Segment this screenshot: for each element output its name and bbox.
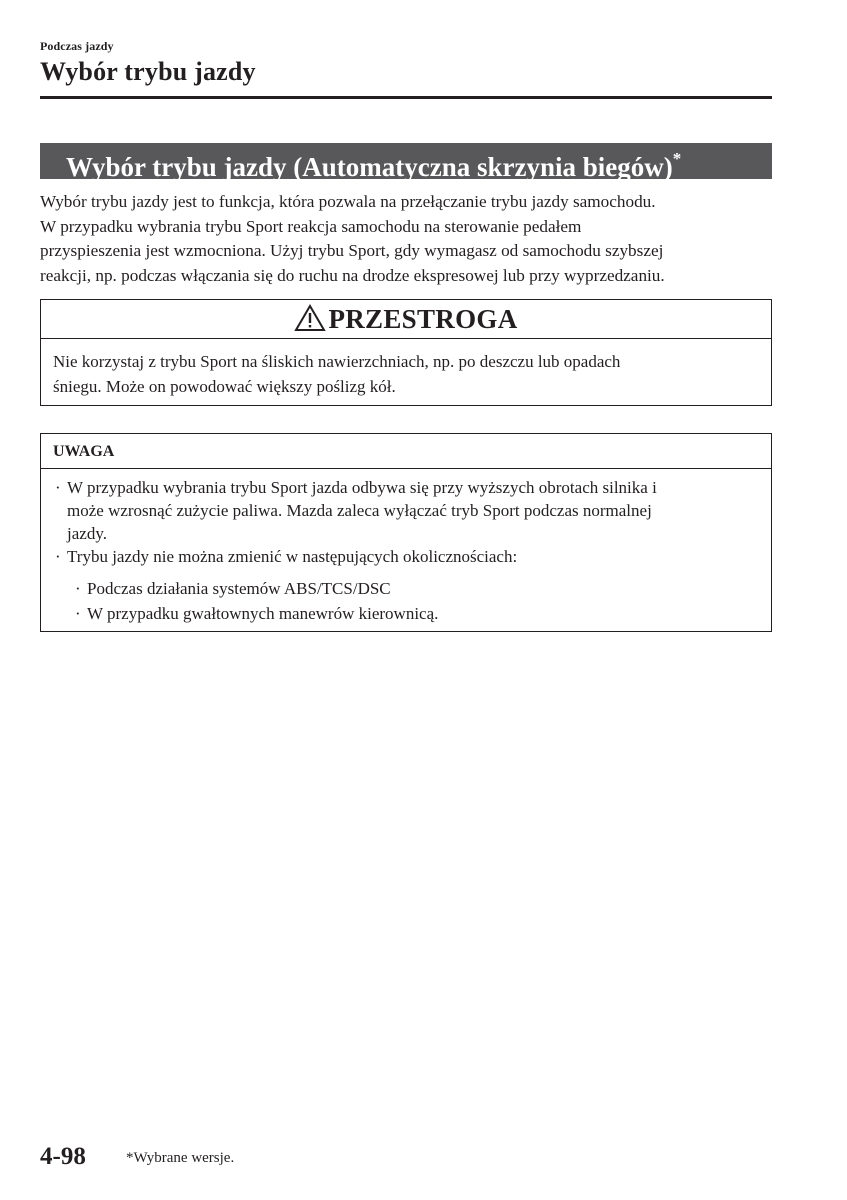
note-item-line: W przypadku wybrania trybu Sport jazda odbywa się przy wyższych obrotach silnika i (67, 478, 657, 497)
title-footnote-marker: * (672, 149, 682, 168)
sub-bullet-icon: · (75, 604, 81, 623)
page-number: 4-98 (40, 1143, 86, 1170)
note-heading: UWAGA (41, 434, 771, 469)
note-box (40, 433, 772, 632)
note-subitem: W przypadku gwałtownych manewrów kierownicą. (87, 604, 439, 623)
note-item: Trybu jazdy nie można zmienić w następujących okolicznościach: (67, 547, 518, 566)
note-item-line: może wzrosnąć zużycie paliwa. Mazda zaleca wyłączać tryb Sport podczas normalnej (67, 501, 652, 520)
header-divider (40, 96, 772, 99)
caution-line: Nie korzystaj z trybu Sport na śliskich nawierzchniach, np. po deszczu lub opadach (53, 352, 621, 371)
bullet-icon: · (55, 547, 61, 566)
sub-bullet-icon: · (75, 579, 81, 598)
note-subitem: Podczas działania systemów ABS/TCS/DSC (87, 579, 391, 598)
caution-box (40, 299, 772, 406)
intro-paragraph (40, 190, 780, 288)
chapter-title: Wybór trybu jazdy (40, 57, 256, 86)
section-title-bar (40, 143, 772, 182)
caution-text (41, 339, 771, 399)
caution-heading: PRZESTROGA (328, 303, 518, 334)
intro-line: W przypadku wybrania trybu Sport reakcja samochodu na sterowanie pedałem (40, 216, 582, 236)
intro-line: reakcji, np. podczas włączania się do ruchu na drodze ekspresowej lub przy wyprzedzaniu. (40, 265, 665, 285)
footnote: *Wybrane wersje. (126, 1150, 235, 1166)
bullet-icon: · (55, 478, 61, 497)
caution-line: śniegu. Może on powodować większy poślizg kół. (53, 377, 396, 396)
warning-triangle-icon (294, 304, 326, 332)
note-item-line: jazdy. (67, 524, 107, 543)
intro-line: Wybór trybu jazdy jest to funkcja, która pozwala na przełączanie trybu jazdy samochodu. (40, 192, 656, 211)
section-label: Podczas jazdy (40, 39, 114, 53)
section-title: Wybór trybu jazdy (Automatyczna skrzynia biegów) (66, 152, 673, 182)
caution-header (41, 300, 771, 339)
intro-line: przyspieszenia jest wzmocniona. Użyj trybu Sport, gdy wymagasz od samochodu szybszej (40, 241, 664, 260)
